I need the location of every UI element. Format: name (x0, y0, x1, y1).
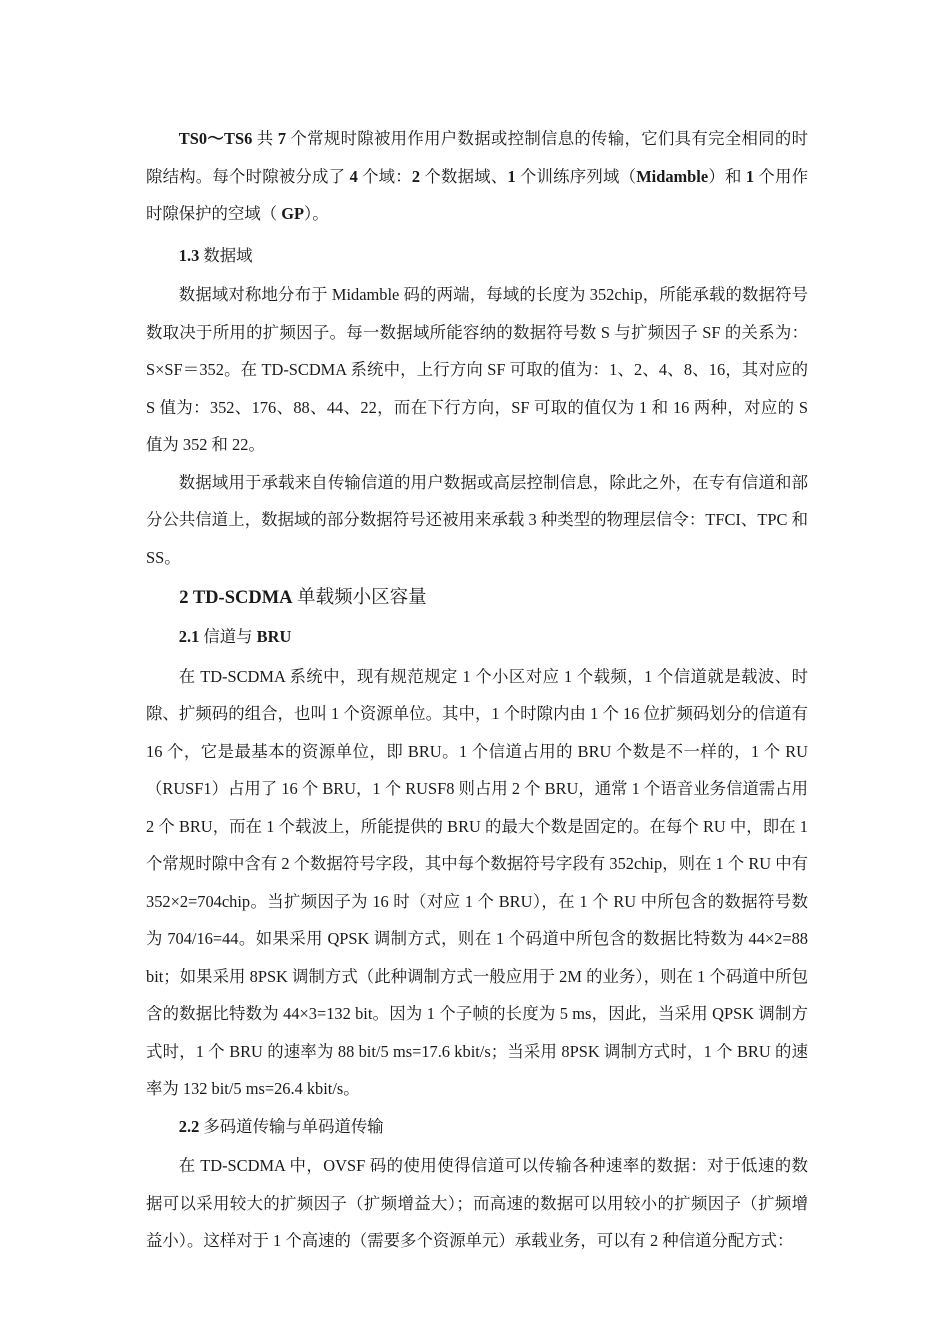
paragraph-multicode: 在 TD-SCDMA 中，OVSF 码的使用使得信道可以传输各种速率的数据：对于低速的数据可以采用较大的扩频因子（扩频增益大）；而高速的数据可以用较小的扩频因子（扩频增益小）。这样对于 1 个高速的（需要多个资源单元）承载业务，可以有 2 种信道分配方式： (146, 1156, 808, 1250)
paragraph-bru: 在 TD-SCDMA 系统中，现有规范规定 1 个小区对应 1 个载频，1 个信道就是载波、时隙、扩频码的组合，也叫 1 个资源单位。其中，1 个时隙内由 1 个 16 位扩频码划分的信道有 16 个，它是最基本的资源单位，即 BRU。1 个信道占用的 BRU 个数是不一样的，1 个 RU（RUSF1）占用了 16 个 BRU，1 个 RUSF8 则占用 2 个 BRU，通常 1 个语音业务信道需占用 2 个 BRU，而在 1 个载波上，所能提供的 BRU 的最大个数是固定的。在每个 RU 中，即在 1 个常规时隙中含有 2 个数据符号字段，其中每个数据符号字段有 352chip，则在 1 个 RU 中有 352×2=704chip。当扩频因子为 16 时（对应 1 个 BRU），在 1 个 RU 中所包含的数据符号数为 704/16=44。如果采用 QPSK 调制方式，则在 1 个码道中所包含的数据比特数为 44×2=88 bit；如果采用 8PSK 调制方式（此种调制方式一般应用于 2M 的业务），则在 1 个码道中所包含的数据比特数为 44×3=132 bit。因为 1 个子帧的长度为 5 ms，因此，当采用 QPSK 调制方式时，1 个 BRU 的速率为 88 bit/5 ms=17.6 kbit/s；当采用 8PSK 调制方式时，1 个 BRU 的速率为 132 bit/5 ms=26.4 kbit/s。 (146, 666, 808, 1098)
heading-1-3: 1.3 数据域 (178, 245, 253, 265)
paragraph-timeslot-structure: TS0～TS6 共 7 个常规时隙被用作用户数据或控制信息的传输，它们具有完全相同的时隙结构。每个时隙被分成了 4 个域：2 个数据域、1 个训练序列域（Midamble）和 1 个用作时隙保护的空域（ GP）。 (146, 129, 808, 223)
bold-term-ts: TS0～TS6 (178, 129, 253, 148)
paragraph-data-field-usage: 数据域用于承载来自传输信道的用户数据或高层控制信息，除此之外，在专有信道和部分公共信道上，数据域的部分数据符号还被用来承载 3 种类型的物理层信令：TFCI、TPC 和 SS。 (146, 472, 808, 567)
heading-2-2: 2.2 多码道传输与单码道传输 (178, 1116, 384, 1136)
bold-term-midamble: Midamble (636, 166, 709, 186)
heading-2-1: 2.1 信道与 BRU (178, 627, 292, 646)
paragraph-data-field: 数据域对称地分布于 Midamble 码的两端，每域的长度为 352chip，所能承载的数据符号数取决于所用的扩频因子。每一数据域所能容纳的数据符号数 S 与扩频因子 SF 的关系为：S×SF＝352。在 TD-SCDMA 系统中，上行方向 SF 可取的值为：1、2、4、8、16，其对应的 S 值为：352、176、88、44、22，而在下行方向，SF 可取的值仅为 1 和 16 两种，对应的 S 值为 352 和 22。 (146, 285, 808, 454)
document-page (146, 120, 808, 1260)
heading-section-2: 2 TD-SCDMA 单载频小区容量 (179, 588, 427, 608)
bold-term-gp: GP (281, 204, 304, 223)
